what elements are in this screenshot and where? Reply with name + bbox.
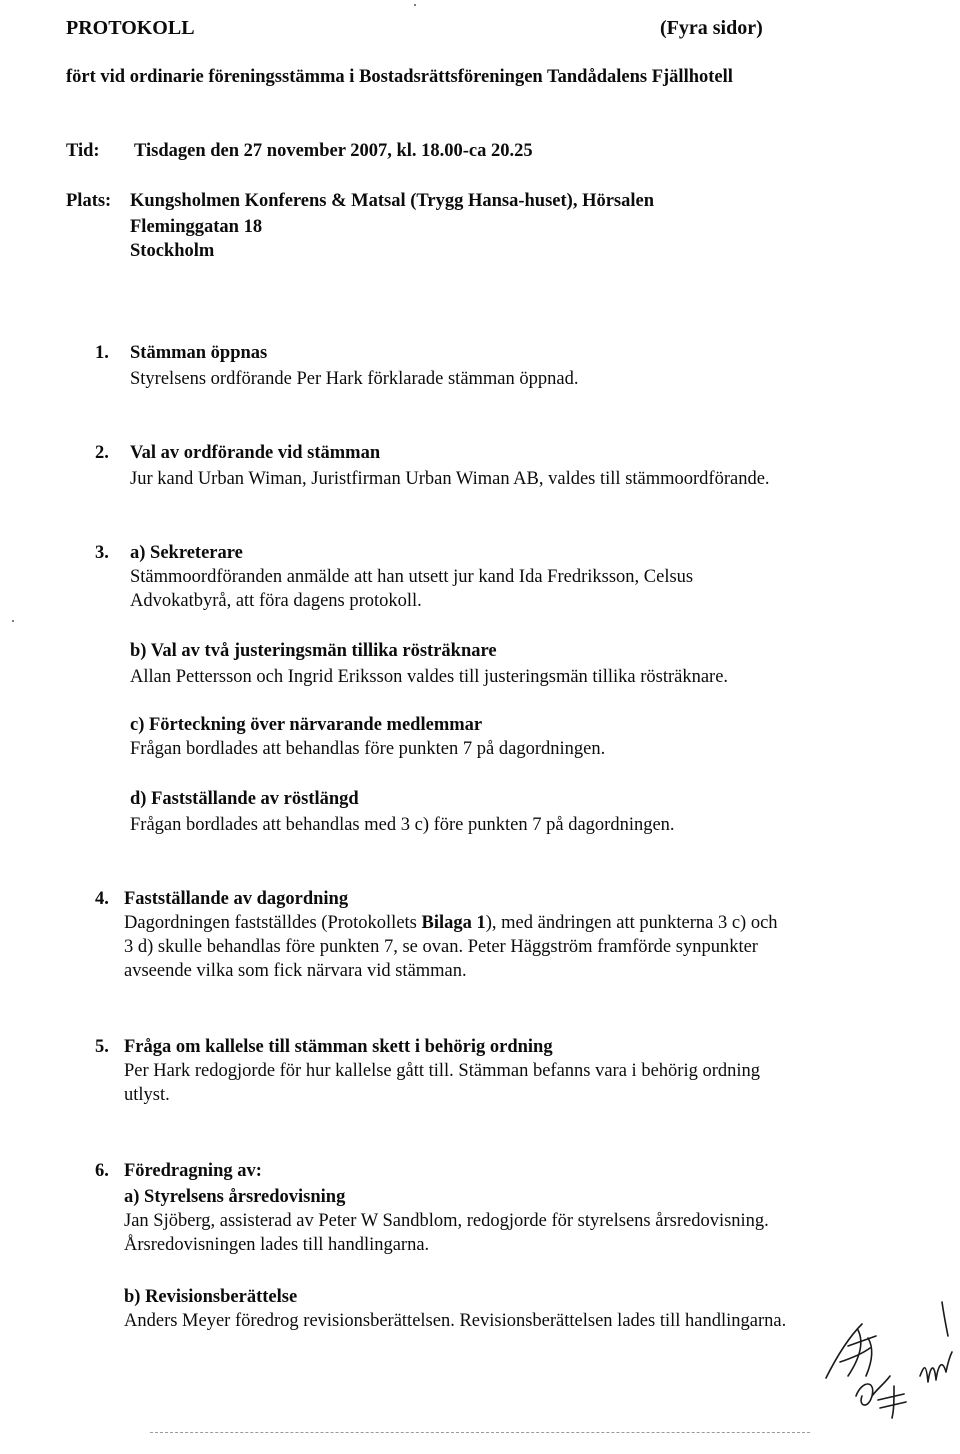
document-title: PROTOKOLL — [66, 17, 195, 39]
item-number: 2. — [95, 443, 109, 463]
item-text: Frågan bordlades att behandlas före punkten 7 på dagordningen. — [130, 739, 606, 759]
sub-heading: a) Styrelsens årsredovisning — [124, 1187, 346, 1207]
item-number: 3. — [95, 543, 109, 563]
page-count-note: (Fyra sidor) — [660, 17, 763, 39]
item-heading: Stämman öppnas — [130, 343, 268, 363]
plats-line: Stockholm — [130, 241, 215, 261]
scan-speck — [414, 4, 416, 6]
item-text: Anders Meyer föredrog revisionsberättelsen. Revisionsberättelsen lades till handlingarna. — [124, 1311, 787, 1331]
item-number: 1. — [95, 343, 109, 363]
item-number: 6. — [95, 1161, 109, 1181]
scan-speck — [12, 620, 14, 622]
plats-line: Fleminggatan 18 — [130, 217, 263, 237]
item-heading: Val av ordförande vid stämman — [130, 443, 381, 463]
item-text: utlyst. — [124, 1085, 170, 1105]
item-heading: Fastställande av dagordning — [124, 889, 349, 909]
item-number: 5. — [95, 1037, 109, 1057]
item-text: Styrelsens ordförande Per Hark förklarade stämman öppnad. — [130, 369, 579, 389]
sub-heading: b) Val av två justeringsmän tillika rösträknare — [130, 641, 497, 661]
item-text: Stämmoordföranden anmälde att han utsett jur kand Ida Fredriksson, Celsus — [130, 567, 694, 587]
item-text: Frågan bordlades att behandlas med 3 c) före punkten 7 på dagordningen. — [130, 815, 675, 835]
item-heading: Fråga om kallelse till stämman skett i behörig ordning — [124, 1037, 553, 1057]
item-text-with-bold — [124, 912, 778, 935]
document-subtitle: fört vid ordinarie föreningsstämma i Bostadsrättsföreningen Tandådalens Fjällhotell — [66, 67, 733, 87]
handwritten-initials-signature — [916, 1296, 956, 1406]
plats-line: Kungsholmen Konferens & Matsal (Trygg Hansa-huset), Hörsalen — [130, 191, 655, 211]
item-text: Allan Pettersson och Ingrid Eriksson valdes till justeringsmän tillika rösträknare. — [130, 667, 729, 687]
sub-heading: a) Sekreterare — [130, 543, 243, 563]
item-text: ), med ändringen att punkterna 3 c) och — [485, 913, 778, 933]
item-text: 3 d) skulle behandlas före punkten 7, se ovan. Peter Häggström framförde synpunkter — [124, 937, 758, 957]
item-text: avseende vilka som fick närvara vid stämman. — [124, 961, 467, 981]
handwritten-initials-signature — [850, 1366, 920, 1426]
scan-edge-line — [150, 1432, 810, 1433]
plats-label: Plats: — [66, 191, 112, 211]
tid-label: Tid: — [66, 141, 100, 161]
item-number: 4. — [95, 889, 109, 909]
item-text: Jur kand Urban Wiman, Juristfirman Urban Wiman AB, valdes till stämmoordförande. — [130, 469, 770, 489]
sub-heading: c) Förteckning över närvarande medlemmar — [130, 715, 483, 735]
bilaga-reference: Bilaga 1 — [421, 913, 486, 933]
item-text: Advokatbyrå, att föra dagens protokoll. — [130, 591, 422, 611]
item-text: Dagordningen fastställdes (Protokollets — [124, 913, 422, 933]
item-text: Årsredovisningen lades till handlingarna. — [124, 1235, 430, 1255]
sub-heading: d) Fastställande av röstlängd — [130, 789, 359, 809]
tid-value: Tisdagen den 27 november 2007, kl. 18.00-ca 20.25 — [134, 141, 533, 161]
item-text: Jan Sjöberg, assisterad av Peter W Sandblom, redogjorde för styrelsens årsredovisning. — [124, 1211, 769, 1231]
item-heading: Föredragning av: — [124, 1161, 262, 1181]
sub-heading: b) Revisionsberättelse — [124, 1287, 298, 1307]
item-text: Per Hark redogjorde för hur kallelse gått till. Stämman befanns vara i behörig ordning — [124, 1061, 761, 1081]
